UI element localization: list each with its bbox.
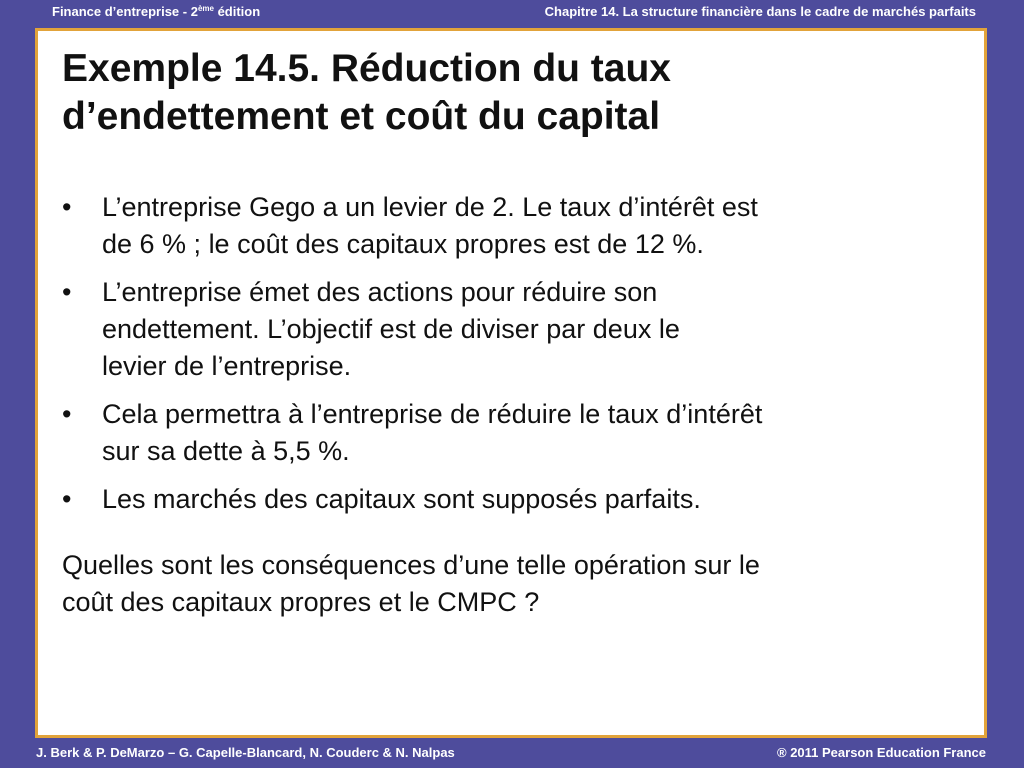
slide-content	[35, 28, 987, 738]
question-line-1: Quelles sont les conséquences d’une telle opération sur le	[62, 550, 760, 580]
slide-title-line-2: d’endettement et coût du capital	[62, 95, 661, 138]
bullet-text-line: sur sa dette à 5,5 %.	[102, 436, 350, 466]
bullet-text-line: Cela permettra à l’entreprise de réduire le taux d’intérêt	[102, 399, 763, 429]
bullet-item	[62, 481, 962, 518]
bullet-dot: •	[62, 399, 72, 429]
bullet-text-line: Les marchés des capitaux sont supposés parfaits.	[102, 484, 701, 514]
bullet-text-line: levier de l’entreprise.	[102, 351, 352, 381]
bullet-text-line: L’entreprise Gego a un levier de 2. Le taux d’intérêt est	[102, 192, 758, 222]
bullet-text-line: endettement. L’objectif est de diviser par deux le	[102, 314, 680, 344]
footer-bar	[0, 740, 1024, 768]
slide-title-line-1: Exemple 14.5. Réduction du taux	[62, 47, 671, 90]
question-line-2: coût des capitaux propres et le CMPC ?	[62, 587, 540, 617]
book-title-suffix: édition	[213, 4, 261, 19]
bullet-dot: •	[62, 192, 72, 222]
book-title-prefix: Finance d’entreprise - 2	[52, 4, 198, 19]
bullet-dot: •	[62, 484, 72, 514]
bullet-item	[62, 396, 962, 470]
copyright-notice: ® 2011 Pearson Education France	[777, 745, 986, 760]
authors-credit: J. Berk & P. DeMarzo – G. Capelle-Blancard, N. Couderc & N. Nalpas	[36, 745, 455, 760]
bullet-item	[62, 274, 962, 385]
header-bar	[0, 0, 1024, 28]
book-title-sup: ème	[197, 4, 214, 13]
question-text	[62, 547, 962, 621]
book-title	[52, 4, 260, 19]
bullet-list	[62, 189, 962, 529]
slide-title	[62, 45, 962, 141]
bullet-text-line: L’entreprise émet des actions pour réduire son	[102, 277, 658, 307]
bullet-dot: •	[62, 277, 72, 307]
bullet-item	[62, 189, 962, 263]
chapter-title: Chapitre 14. La structure financière dans le cadre de marchés parfaits	[544, 4, 976, 19]
bullet-text-line: de 6 % ; le coût des capitaux propres est de 12 %.	[102, 229, 704, 259]
